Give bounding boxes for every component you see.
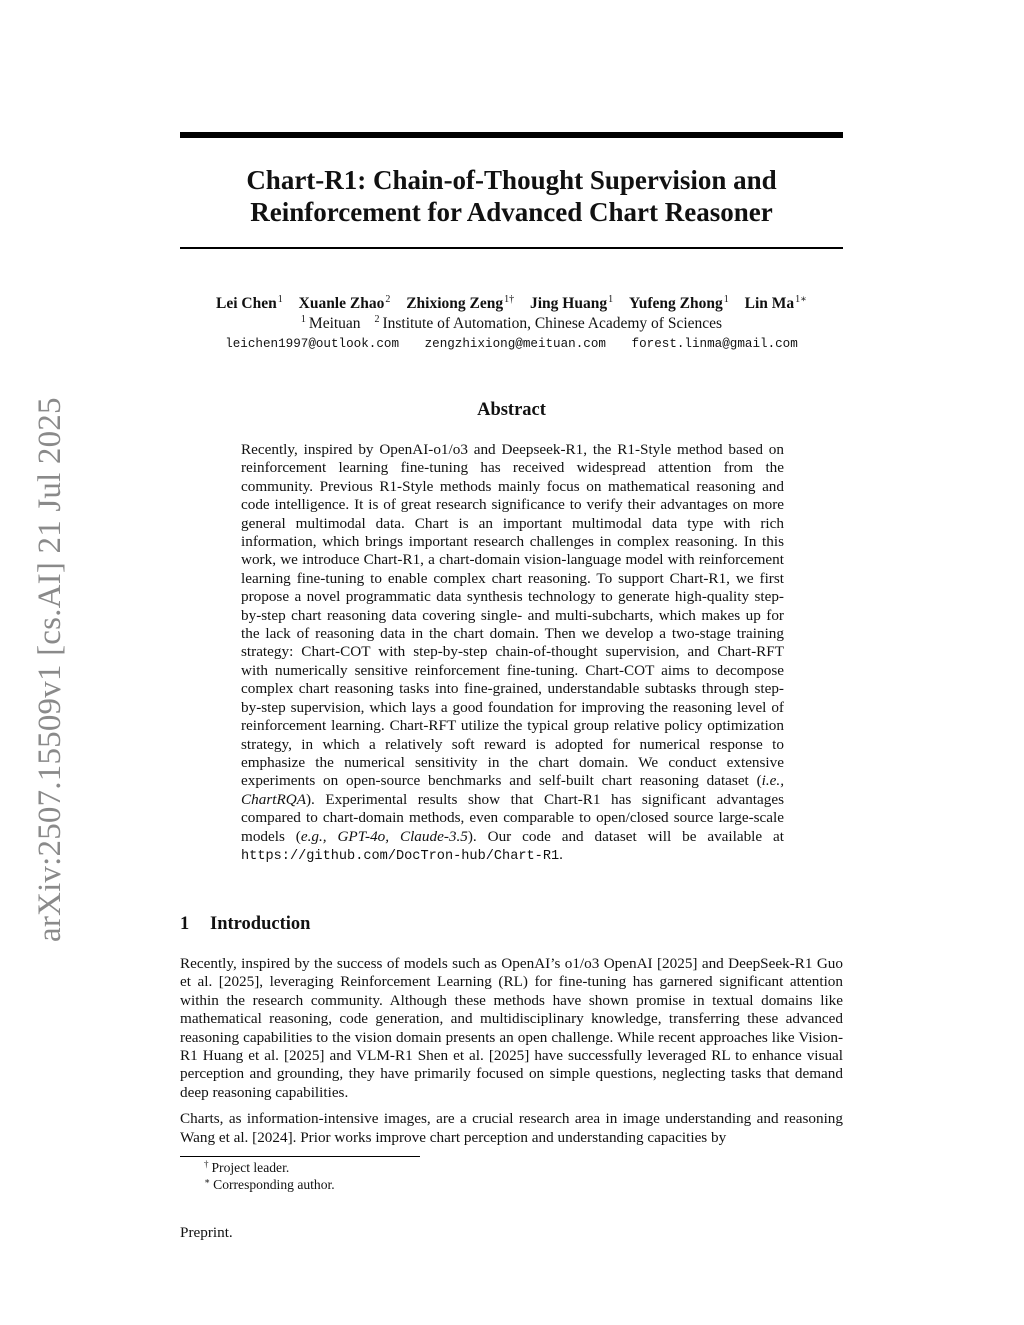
author-name: Yufeng Zhong [628,295,723,312]
author-name: Zhixiong Zeng [406,295,504,312]
footnote [204,1160,804,1177]
affiliation-name: Institute of Automation, Chinese Academy of Sciences [382,315,723,332]
title-bottom-rule [180,247,843,249]
title-top-rule [180,132,843,138]
author-list [180,294,843,314]
author-name: Jing Huang [530,295,608,312]
affiliation [374,315,722,332]
footnotes [204,1160,804,1193]
author-affiliation-mark: 1 [608,294,614,305]
author [216,295,283,312]
footnote-mark: ∗ [204,1175,211,1186]
abstract-text: . [559,845,563,863]
author [629,295,729,312]
paragraph: Charts, as information-intensive images, are a crucial research area in image understanding and reasoning Wang et al. [2024]. Prior works improve chart perception and understanding capacities by [180,1110,843,1146]
introduction-body [180,955,843,1155]
code-url-link[interactable]: https://github.com/DocTron-hub/Chart-R1 [241,848,560,864]
affiliation-name: Meituan [308,315,361,332]
affiliation [301,315,361,332]
footnote-mark: † [204,1159,209,1169]
abstract-body [241,441,784,866]
abstract-text: ). Our code and dataset will be available at [467,827,784,845]
section-title: Introduction [210,914,311,934]
author [745,295,807,312]
footnote-text: Project leader. [211,1160,290,1175]
author-name: Lei Chen [216,295,277,312]
section-heading-introduction [180,912,843,936]
author-affiliation-mark: 1 [723,294,729,305]
footnote-rule [180,1156,420,1157]
email-link[interactable]: zengzhixiong@meituan.com [424,337,606,351]
author-name: Xuanle Zhao [298,295,385,312]
email-link[interactable]: forest.linma@gmail.com [631,337,798,351]
title-line-1: Chart-R1: Chain-of-Thought Supervision and [246,165,777,195]
email-link[interactable]: leichen1997@outlook.com [225,337,400,351]
author-affiliation-mark: 2 [385,294,391,305]
abstract-heading: Abstract [477,400,546,420]
affiliation-mark: 1 [300,314,306,325]
abstract-text: ). Experimental results show that Chart-R1 has significant advantages compared to chart-domain methods, even comparable to open/closed source large-scale models ( [241,790,784,845]
abstract-model-examples: e.g., GPT-4o, Claude-3.5 [300,827,468,845]
author-affiliation-mark: 1† [504,294,515,305]
affiliation-list [180,314,843,334]
author-name: Lin Ma [744,295,795,312]
footnote [204,1177,804,1194]
arxiv-identifier-stamp: arXiv:2507.15509v1 [cs.AI] 21 Jul 2025 [32,397,68,942]
author [406,295,514,312]
preprint-footer: Preprint. [180,1224,233,1241]
email-list [180,334,843,354]
section-number: 1 [180,914,190,934]
footnote-text: Corresponding author. [213,1176,335,1192]
author-affiliation-mark: 1∗ [795,294,807,305]
paper-title [180,164,843,228]
author [299,295,391,312]
abstract-dataset-name: i.e., ChartRQA [241,772,784,808]
title-line-2: Reinforcement for Advanced Chart Reasoner [250,197,773,227]
affiliation-mark: 2 [374,314,380,325]
author-affiliation-mark: 1 [277,294,283,305]
author [530,295,613,312]
abstract-text: Recently, inspired by OpenAI-o1/o3 and Deepseek-R1, the R1-Style method based on reinforcement learning fine-tuning has received widespread attention from the community. Previous R1-Style methods mainly focus on mathematical reasoning and code intelligence. It is of great research significance to verify their advantages on more general multimodal data. Chart is an important multimodal data type with rich information, which brings important research challenges in complex reasoning. In this work, we introduce Chart-R1, a chart-domain vision-language model with reinforcement learning fine-tuning to enable complex chart reasoning. To support Chart-R1, we first propose a novel programmatic data synthesis technology to generate high-quality step-by-step chart reasoning data covering single- and multi-subcharts, which makes up for the lack of reasoning data in the chart domain. Then we develop a two-stage training strategy: Chart-COT with step-by-step chain-of-thought supervision, and Chart-RFT with numerically sensitive reinforcement fine-tuning. Chart-COT aims to decompose complex chart reasoning tasks into fine-grained, understandable subtasks through step-by-step supervision, which lays a good foundation for improving the reasoning level of reinforcement learning. Chart-RFT utilize the typical group relative policy optimization strategy, in which a relatively soft reward is adopted for numerical response to emphasize the numerical sensitivity in the chart domain. We conduct extensive experiments on open-source benchmarks and self-built chart reasoning dataset ( [241,441,784,790]
paragraph: Recently, inspired by the success of models such as OpenAI’s o1/o3 OpenAI [2025] and DeepSeek-R1 Guo et al. [2025], leveraging Reinforcement Learning (RL) for fine-tuning has garnered significant attention within the research community. Although these methods have shown promise in textual domains like mathematical reasoning, code generation, and multidisciplinary knowledge, transferring these advanced reasoning capabilities to the vision domain presents an open challenge. While recent approaches like Vision-R1 Huang et al. [2025] and VLM-R1 Shen et al. [2025] have successfully leveraged RL to enhance visual perception and grounding, they have primarily focused on simple questions, neglecting tasks that demand deep reasoning capabilities. [180,955,843,1101]
